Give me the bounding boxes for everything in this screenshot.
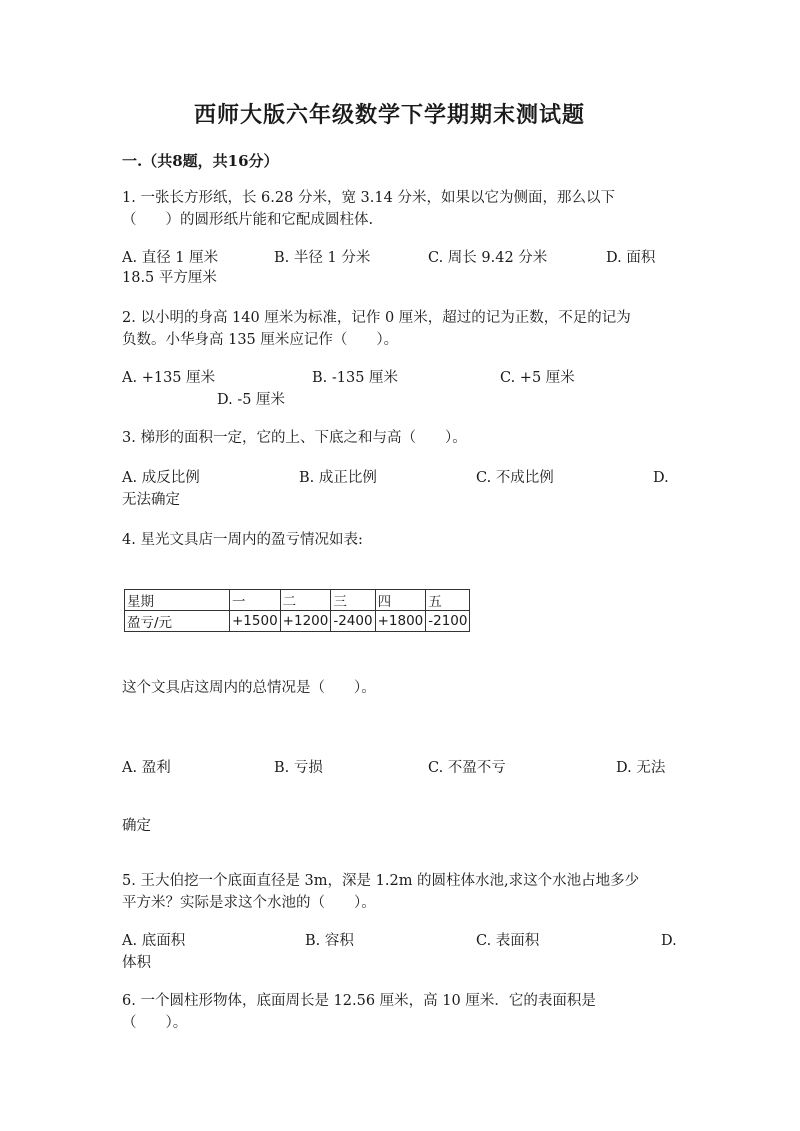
option-d-continued: 无法确定	[122, 492, 180, 508]
section-heading: 一.（共8题，共16分）	[122, 152, 279, 170]
option-c: C. 不成比例	[476, 470, 554, 486]
option-c: C. 表面积	[476, 933, 540, 949]
option-b: B. 半径 1 分米	[274, 250, 371, 266]
question-text-line: 这个文具店这周内的总情况是（ ）。	[122, 680, 376, 696]
question-text-line: （ ）。	[122, 1015, 188, 1031]
table-cell: +1200	[280, 611, 331, 632]
option-b: B. -135 厘米	[312, 370, 399, 386]
table-row	[125, 611, 470, 632]
table-cell: -2100	[426, 611, 470, 632]
option-c: C. 不盈不亏	[428, 760, 506, 776]
table-cell: 三	[331, 590, 375, 611]
table-cell: 二	[280, 590, 331, 611]
option-a: A. 成反比例	[122, 470, 200, 486]
option-d-continued: 体积	[122, 955, 151, 971]
page-title: 西师大版六年级数学下学期期末测试题	[194, 102, 586, 128]
table-cell: 盈亏/元	[125, 611, 230, 632]
option-a: A. +135 厘米	[122, 370, 216, 386]
option-a: A. 底面积	[122, 933, 186, 949]
table-cell: 一	[230, 590, 281, 611]
table-cell: -2400	[331, 611, 375, 632]
question-text-line: 平方米？实际是求这个水池的（ ）。	[122, 895, 376, 911]
option-a: A. 盈利	[122, 760, 171, 776]
table-cell: 四	[375, 590, 426, 611]
option-d-continued: 18.5 平方厘米	[122, 270, 217, 286]
option-d: D. 无法	[616, 760, 666, 776]
option-d-continued: 确定	[122, 818, 151, 834]
option-b: B. 成正比例	[299, 470, 377, 486]
option-d: D. -5 厘米	[217, 392, 286, 408]
option-d: D. 面积	[606, 250, 656, 266]
option-b: B. 容积	[305, 933, 354, 949]
question-text-line: 1. 一张长方形纸，长 6.28 分米，宽 3.14 分米，如果以它为侧面，那么以下	[122, 190, 615, 206]
question-text-line: 2. 以小明的身高 140 厘米为标准，记作 0 厘米，超过的记为正数，不足的记为	[122, 310, 631, 326]
question-text-line: 4. 星光文具店一周内的盈亏情况如表:	[122, 532, 363, 548]
table-header-row	[125, 590, 470, 611]
question-text-line: 3. 梯形的面积一定，它的上、下底之和与高（ ）。	[122, 430, 467, 446]
question-text-line: 负数。小华身高 135 厘米应记作（ ）。	[122, 332, 399, 348]
profit-loss-table	[124, 589, 470, 632]
question-text-line: （ ）的圆形纸片能和它配成圆柱体.	[122, 212, 374, 228]
option-d: D.	[661, 933, 677, 949]
option-a: A. 直径 1 厘米	[122, 250, 219, 266]
table-cell: 五	[426, 590, 470, 611]
question-text-line: 5. 王大伯挖一个底面直径是 3m，深是 1.2m 的圆柱体水池,求这个水池占地多少	[122, 873, 640, 889]
option-c: C. 周长 9.42 分米	[428, 250, 548, 266]
table-cell: 星期	[125, 590, 230, 611]
table-cell: +1800	[375, 611, 426, 632]
option-d: D.	[653, 470, 669, 486]
option-c: C. +5 厘米	[500, 370, 575, 386]
table-cell: +1500	[230, 611, 281, 632]
option-b: B. 亏损	[274, 760, 323, 776]
question-text-line: 6. 一个圆柱形物体，底面周长是 12.56 厘米，高 10 厘米．它的表面积是	[122, 993, 596, 1009]
